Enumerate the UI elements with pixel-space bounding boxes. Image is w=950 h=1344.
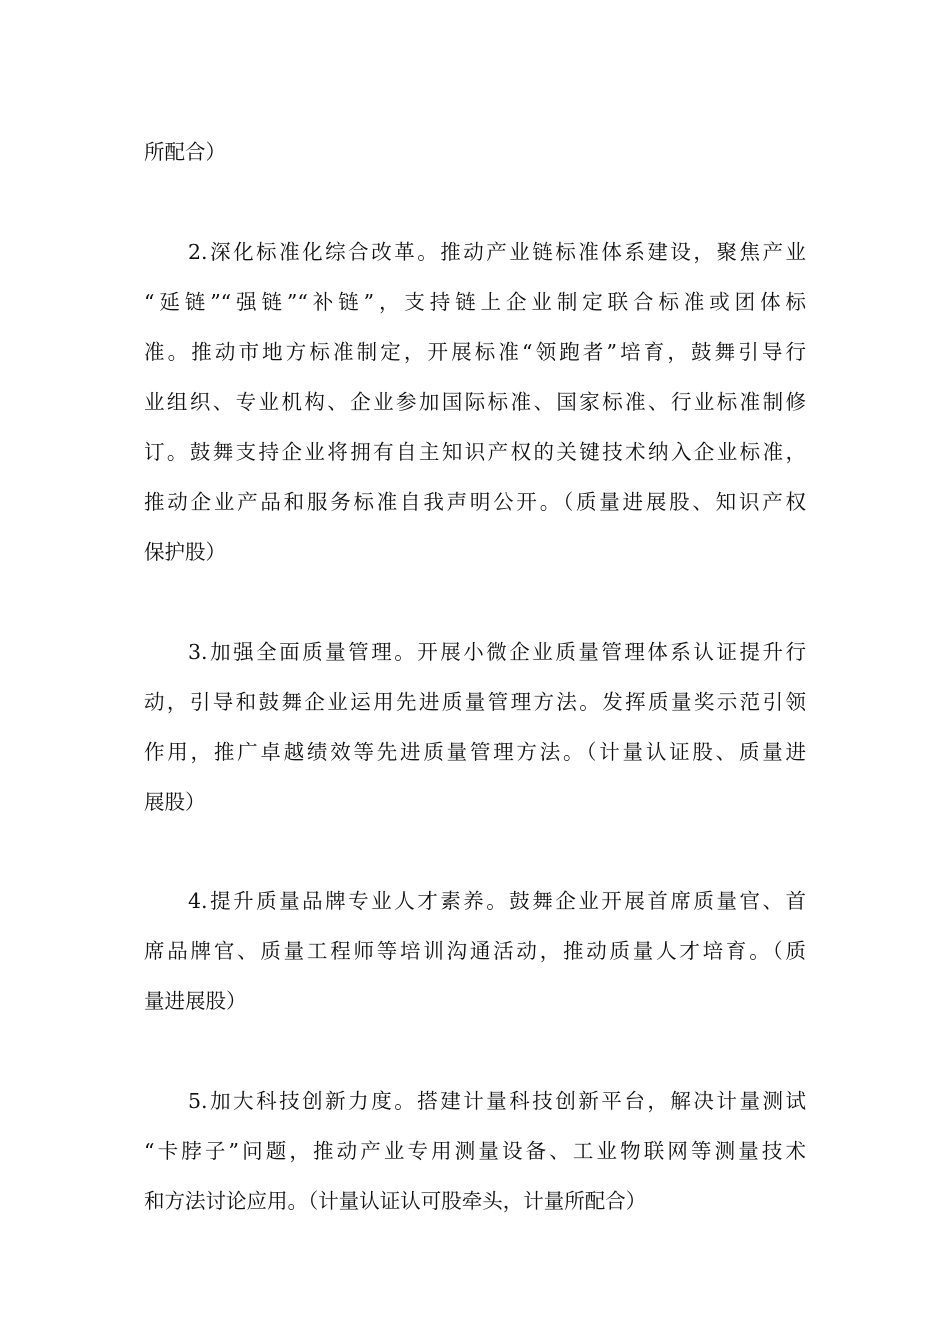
paragraph-line: 4.提升质量品牌专业人才素养。鼓舞企业开展首席质量官、首 <box>188 889 806 913</box>
paragraph-line: 和方法讨论应用。（计量认证认可股牵头，计量所配合） <box>144 1189 647 1213</box>
continuation-line: 所配合） <box>144 140 226 164</box>
paragraph-line: 量进展股） <box>144 989 247 1013</box>
paragraph-line: 业组织、专业机构、企业参加国际标准、国家标准、行业标准制修 <box>144 390 806 414</box>
paragraph-line: 保护股） <box>144 540 226 564</box>
paragraph-line: 动，引导和鼓舞企业运用先进质量管理方法。发挥质量奖示范引领 <box>144 690 806 714</box>
paragraph-line: 2.深化标准化综合改革。推动产业链标准体系建设，聚焦产业 <box>188 240 806 264</box>
paragraph-line: 订。鼓舞支持企业将拥有自主知识产权的关键技术纳入企业标准， <box>144 440 806 464</box>
paragraph-line: 5.加大科技创新力度。搭建计量科技创新平台，解决计量测试 <box>188 1089 806 1113</box>
paragraph-line: “延链”“强链”“补链”，支持链上企业制定联合标准或团体标 <box>144 290 806 314</box>
paragraph-line: 作用，推广卓越绩效等先进质量管理方法。（计量认证股、质量进 <box>144 740 806 764</box>
paragraph-line: 展股） <box>144 790 206 814</box>
paragraph-line: 3.加强全面质量管理。开展小微企业质量管理体系认证提升行 <box>188 640 806 664</box>
paragraph-line: 推动企业产品和服务标准自我声明公开。（质量进展股、知识产权 <box>144 490 806 514</box>
paragraph-line: 席品牌官、质量工程师等培训沟通活动，推动质量人才培育。（质 <box>144 939 806 963</box>
paragraph-line: 准。推动市地方标准制定，开展标准“领跑者”培育，鼓舞引导行 <box>144 340 806 364</box>
paragraph-line: “卡脖子”问题，推动产业专用测量设备、工业物联网等测量技术 <box>144 1139 806 1163</box>
